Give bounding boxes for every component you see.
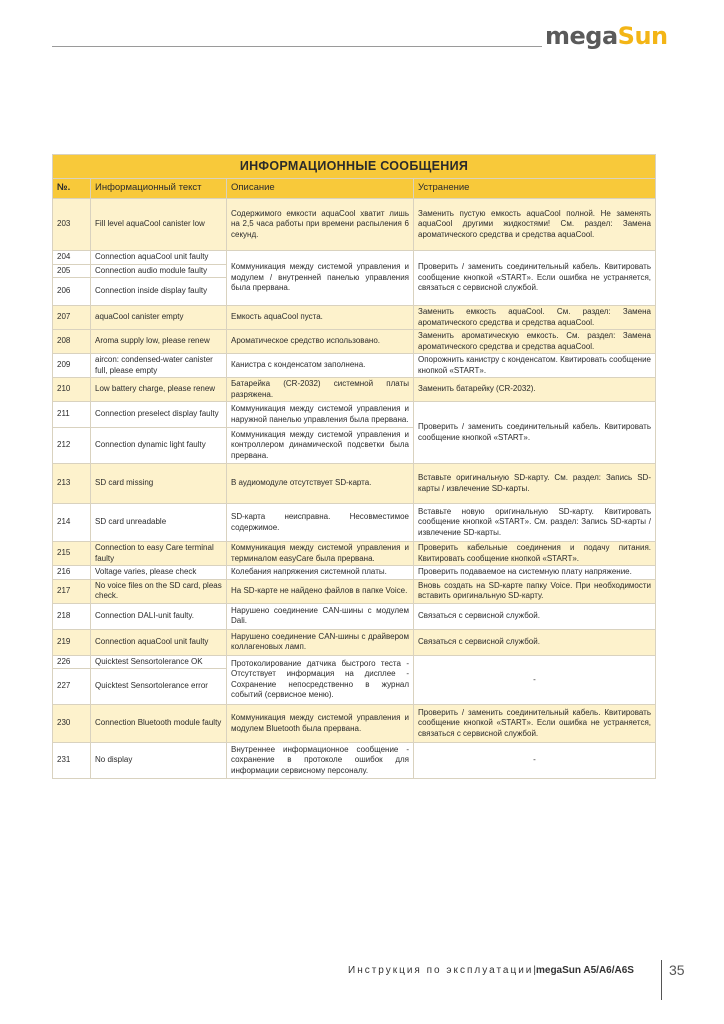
row-remedy: Вставьте новую оригинальную SD-карту. Квитировать сообщение кнопкой «START». См. раздел: Запись SD-карты / извлечение SD-карты. (414, 504, 656, 542)
row-message: Fill level aquaCool canister low (91, 199, 227, 251)
row-message: No display (91, 743, 227, 779)
column-header-remedy: Устранение (414, 179, 656, 199)
row-description: Коммуникация между системой управления и модулем / внутренней панелью управления была прервана. (227, 251, 414, 306)
row-description: Емкость aquaCool пуста. (227, 306, 414, 330)
row-message: aircon: condensed-water canister full, please empty (91, 354, 227, 378)
page-number: 35 (669, 962, 685, 978)
row-number: 206 (53, 278, 91, 306)
table-row (53, 603, 656, 629)
row-message: Connection inside display faulty (91, 278, 227, 306)
column-header-description: Описание (227, 179, 414, 199)
row-number: 215 (53, 542, 91, 566)
row-description: В аудиомодуле отсутствует SD-карта. (227, 464, 414, 504)
row-description: Нарушено соединение CAN-шины с драйвером коллагеновых ламп. (227, 629, 414, 655)
row-message: Aroma supply low, please renew (91, 330, 227, 354)
table-row (53, 566, 656, 580)
table-row (53, 542, 656, 566)
row-description: Коммуникация между системой управления и наружной панелью управления была прервана. (227, 402, 414, 428)
row-number: 209 (53, 354, 91, 378)
row-number: 227 (53, 669, 91, 705)
footer-divider (661, 960, 662, 1000)
row-number: 226 (53, 655, 91, 669)
info-messages-table (52, 154, 656, 779)
row-description: На SD-карте не найдено файлов в папке Voice. (227, 579, 414, 603)
row-number: 205 (53, 264, 91, 278)
row-remedy: Проверить кабельные соединения и подачу питания. Квитировать сообщение кнопкой «START». (414, 542, 656, 566)
row-description: Коммуникация между системой управления и контроллером динамической подсветки была прервана. (227, 428, 414, 464)
table-row (53, 655, 656, 669)
row-number: 214 (53, 504, 91, 542)
footer-manual-title (348, 965, 634, 976)
row-number: 204 (53, 251, 91, 265)
row-message: Connection aquaCool unit faulty (91, 251, 227, 265)
row-remedy: Вновь создать на SD-карте папку Voice. При необходимости вставить оригинальную SD-карту. (414, 579, 656, 603)
table-row (53, 705, 656, 743)
table-row (53, 504, 656, 542)
table-row (53, 579, 656, 603)
row-message: Connection DALI-unit faulty. (91, 603, 227, 629)
row-number: 203 (53, 199, 91, 251)
row-message: Low battery charge, please renew (91, 378, 227, 402)
table-row (53, 330, 656, 354)
row-remedy: Заменить емкость aquaCool. См. раздел: Замена ароматического средства и средства aquaCool. (414, 306, 656, 330)
row-message: Connection aquaCool unit faulty (91, 629, 227, 655)
row-message: Voltage varies, please check (91, 566, 227, 580)
row-message: No voice files on the SD card, pleas check. (91, 579, 227, 603)
row-number: 207 (53, 306, 91, 330)
header-rule (52, 46, 542, 47)
row-description: Коммуникация между системой управления и терминалом easyCare была прервана. (227, 542, 414, 566)
row-remedy: Связаться с сервисной службой. (414, 629, 656, 655)
row-message: Connection preselect display faulty (91, 402, 227, 428)
row-message: SD card unreadable (91, 504, 227, 542)
row-number: 211 (53, 402, 91, 428)
table-row (53, 743, 656, 779)
row-number: 231 (53, 743, 91, 779)
row-remedy: - (414, 743, 656, 779)
row-number: 213 (53, 464, 91, 504)
row-number: 208 (53, 330, 91, 354)
row-description: Канистра с конденсатом заполнена. (227, 354, 414, 378)
row-description: Содержимого емкости aquaCool хватит лишь на 2,5 часа работы при времени распыления 6 секунд. (227, 199, 414, 251)
row-description: Нарушено соединение CAN-шины с модулем Dali. (227, 603, 414, 629)
row-message: Connection to easy Care terminal faulty (91, 542, 227, 566)
row-remedy: Вставьте оригинальную SD-карту. См. раздел: Запись SD-карты / извлечение SD-карты. (414, 464, 656, 504)
table-title: ИНФОРМАЦИОННЫЕ СООБЩЕНИЯ (53, 155, 656, 179)
row-message: aquaCool canister empty (91, 306, 227, 330)
row-description: Протоколирование датчика быстрого теста - Отсутствует информация на дисплее - Сохранение непосредственно в журнал событий (сервисное меню). (227, 655, 414, 705)
row-description: Внутреннее информационное сообщение - сохранение в протоколе ошибок для информации сервисному персоналу. (227, 743, 414, 779)
megasun-logo: megaSun (545, 22, 668, 50)
row-description: Батарейка (CR-2032) системной платы разряжена. (227, 378, 414, 402)
table-row (53, 199, 656, 251)
row-number: 219 (53, 629, 91, 655)
footer-model-name: megaSun A5/A6/A6S (535, 965, 634, 976)
row-description: SD-карта неисправна. Несовместимое содержимое. (227, 504, 414, 542)
row-message: SD card missing (91, 464, 227, 504)
footer-manual-label: Инструкция по эксплуатации (348, 965, 534, 976)
row-description: Ароматическое средство использовано. (227, 330, 414, 354)
table-row (53, 378, 656, 402)
row-number: 210 (53, 378, 91, 402)
row-number: 218 (53, 603, 91, 629)
table-row (53, 402, 656, 428)
table-row (53, 354, 656, 378)
row-message: Connection Bluetooth module faulty (91, 705, 227, 743)
column-header-message: Информационный текст (91, 179, 227, 199)
row-message: Connection audio module faulty (91, 264, 227, 278)
row-number: 212 (53, 428, 91, 464)
row-remedy: Опорожнить канистру с конденсатом. Квитировать сообщение кнопкой «START». (414, 354, 656, 378)
row-number: 216 (53, 566, 91, 580)
row-number: 230 (53, 705, 91, 743)
row-number: 217 (53, 579, 91, 603)
table-row (53, 464, 656, 504)
row-remedy: Проверить / заменить соединительный кабель. Квитировать сообщение кнопкой «START». Если ошибка не устраняется, связаться с сервисной службой. (414, 705, 656, 743)
row-remedy: Заменить пустую емкость aquaCool полной. Не заменять aquaCool другими жидкостями! См. раздел: Замена ароматического средства и средства aquaCool. (414, 199, 656, 251)
table-row (53, 306, 656, 330)
row-remedy: Заменить батарейку (CR-2032). (414, 378, 656, 402)
row-remedy: Заменить ароматическую емкость. См. раздел: Замена ароматического средства и средства aquaCool. (414, 330, 656, 354)
column-header-number: №. (53, 179, 91, 199)
row-remedy: - (414, 655, 656, 705)
row-description: Колебания напряжения системной платы. (227, 566, 414, 580)
table-row (53, 629, 656, 655)
row-remedy: Проверить / заменить соединительный кабель. Квитировать сообщение кнопкой «START». (414, 402, 656, 464)
row-message: Connection dynamic light faulty (91, 428, 227, 464)
row-description: Коммуникация между системой управления и модулем Bluetooth была прервана. (227, 705, 414, 743)
row-message: Quicktest Sensortolerance error (91, 669, 227, 705)
table-row (53, 251, 656, 265)
row-message: Quicktest Sensortolerance OK (91, 655, 227, 669)
row-remedy: Проверить подаваемое на системную плату напряжение. (414, 566, 656, 580)
row-remedy: Связаться с сервисной службой. (414, 603, 656, 629)
footer-separator: | (533, 965, 536, 976)
row-remedy: Проверить / заменить соединительный кабель. Квитировать сообщение кнопкой «START». Если ошибка не устраняется, связаться с сервисной службой. (414, 251, 656, 306)
